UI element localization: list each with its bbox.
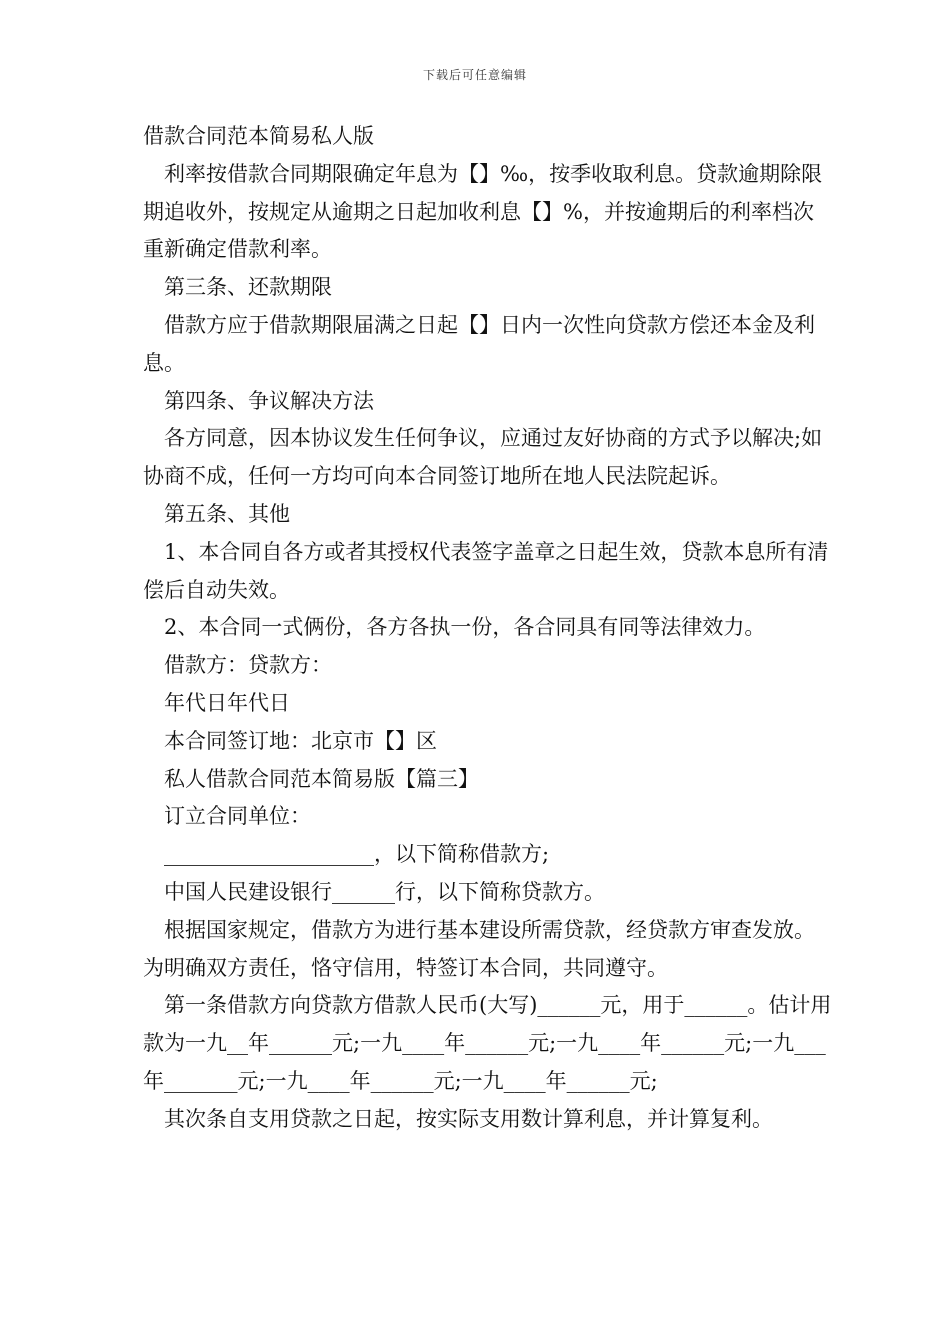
section-heading-repayment-term: 第三条、还款期限 bbox=[164, 275, 332, 300]
signature-parties: 借款方：贷款方： bbox=[164, 653, 332, 678]
signature-dates: 年代日年代日 bbox=[164, 690, 290, 715]
article-one: 第一条借款方向贷款方借款人民币(大写)______元，用于______。估计用款为一九__年______元;一九____年______元;一九____年______元;一九___年_______元;一九____年______元;一九____年______元; bbox=[143, 993, 832, 1093]
paragraph-interest-rate: 利率按借款合同期限确定年息为【】‰，按季收取利息。贷款逾期除限期追收外，按规定从逾期之日起加收利息【】%，并按逾期后的利率档次重新确定借款利率。 bbox=[143, 161, 823, 262]
document-title: 借款合同范本简易私人版 bbox=[143, 124, 374, 148]
contracting-unit-label: 订立合同单位： bbox=[164, 804, 311, 829]
signing-location: 本合同签订地：北京市【】区 bbox=[164, 728, 437, 753]
paragraph-other-1: 1、本合同自各方或者其授权代表签字盖章之日起生效，贷款本息所有清偿后自动失效。 bbox=[143, 539, 829, 602]
section-title-part-three: 私人借款合同范本简易版【篇三】 bbox=[164, 766, 479, 791]
paragraph-dispute: 各方同意，因本协议发生任何争议，应通过友好协商的方式予以解决;如协商不成，任何一方均可向本合同签订地所在地人民法院起诉。 bbox=[143, 426, 823, 489]
section-heading-other: 第五条、其他 bbox=[164, 501, 290, 526]
paragraph-other-2: 2、本合同一式俩份，各方各执一份，各合同具有同等法律效力。 bbox=[164, 615, 766, 640]
lender-line: 中国人民建设银行______行，以下简称贷款方。 bbox=[164, 879, 605, 904]
borrower-line: ____________________，以下简称借款方; bbox=[164, 842, 550, 867]
paragraph-preamble: 根据国家规定，借款方为进行基本建设所需贷款，经贷款方审查发放。为明确双方责任，恪守信用，特签订本合同，共同遵守。 bbox=[143, 917, 815, 980]
paragraph-repayment: 借款方应于借款期限届满之日起【】日内一次性向贷款方偿还本金及利息。 bbox=[143, 312, 815, 375]
section-heading-dispute-resolution: 第四条、争议解决方法 bbox=[164, 388, 374, 413]
page-header: 下载后可任意编辑 bbox=[422, 68, 527, 82]
article-two: 其次条自支用贷款之日起，按实际支用数计算利息，并计算复利。 bbox=[164, 1106, 773, 1131]
document-body bbox=[143, 118, 833, 1139]
